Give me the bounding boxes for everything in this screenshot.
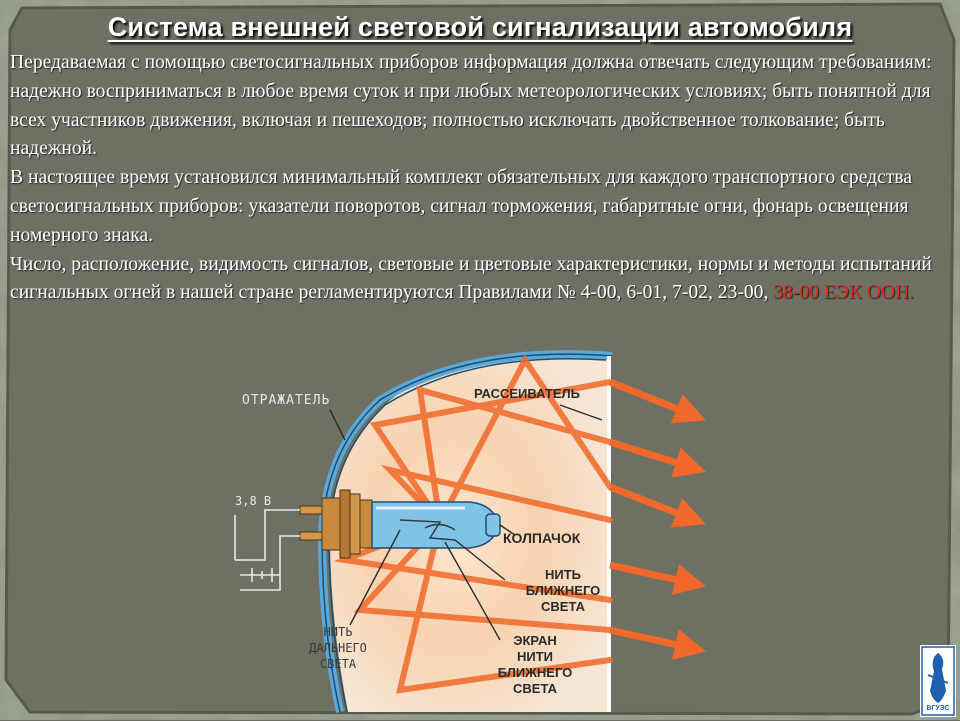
label-screen-line1: ЭКРАН (513, 633, 557, 648)
label-high-beam (298, 624, 378, 672)
label-screen-line4: СВЕТА (513, 681, 557, 696)
beam-arrow (610, 630, 700, 650)
beam-arrow (610, 382, 700, 418)
bulb-socket (300, 490, 372, 558)
leader-reflector (330, 410, 345, 440)
label-cap: КОЛПАЧОК (503, 530, 581, 546)
label-screen (480, 633, 590, 697)
regulations-text: Число, расположение, видимость сигналов, световые и цветовые характеристики, нормы и методы испытаний сигнальных огней в нашей стране регламентируются Правилами № 4-00, 6-01, 7-02, 23-00, (10, 253, 932, 304)
bulb-cap (486, 514, 500, 536)
logo-text: ВГУЭС (926, 705, 950, 712)
university-logo (920, 645, 956, 717)
beam-arrow (610, 442, 700, 470)
label-screen-line3: БЛИЖНЕГО (497, 665, 573, 680)
label-voltage: 3,8 В (235, 494, 272, 508)
beam-arrow (610, 487, 700, 522)
label-low-beam-line1: НИТЬ (544, 567, 582, 582)
label-high-beam-line2: ДАЛЬНЕГО (309, 641, 367, 655)
label-low-beam (508, 567, 618, 615)
paragraph-minimal-set: В настоящее время установился минимальный комплект обязательных для каждого транспортного средства светосигнальных приборов: указатели поворотов, сигнал торможения, габаритные огни, фонарь освещения номерного знака. (10, 167, 913, 246)
label-low-beam-line2: БЛИЖНЕГО (525, 583, 601, 598)
label-high-beam-line3: СВЕТА (319, 657, 357, 671)
regulations-highlight: 38-00 ЕЭК ООН. (773, 282, 915, 304)
label-reflector: ОТРАЖАТЕЛЬ (242, 393, 331, 408)
wiring (235, 510, 300, 590)
label-screen-line2: НИТИ (516, 649, 554, 664)
label-diffuser: РАССЕИВАТЕЛЬ (474, 386, 580, 401)
beam-arrow (610, 565, 700, 585)
page-title: Система внешней световой сигнализации автомобиля (107, 12, 853, 42)
paragraph-requirements: Передаваемая с помощью светосигнальных приборов информация должна отвечать следующим требованиям: надежно восприниматься в любое время суток и при любых метеорологических условиях; быть понятной для всех участников движения, включая и пешеходов; полностью исключать двойственное толкование; быть надежной. (10, 52, 932, 160)
label-high-beam-line1: НИТЬ (323, 625, 353, 639)
label-low-beam-line3: СВЕТА (541, 599, 585, 614)
